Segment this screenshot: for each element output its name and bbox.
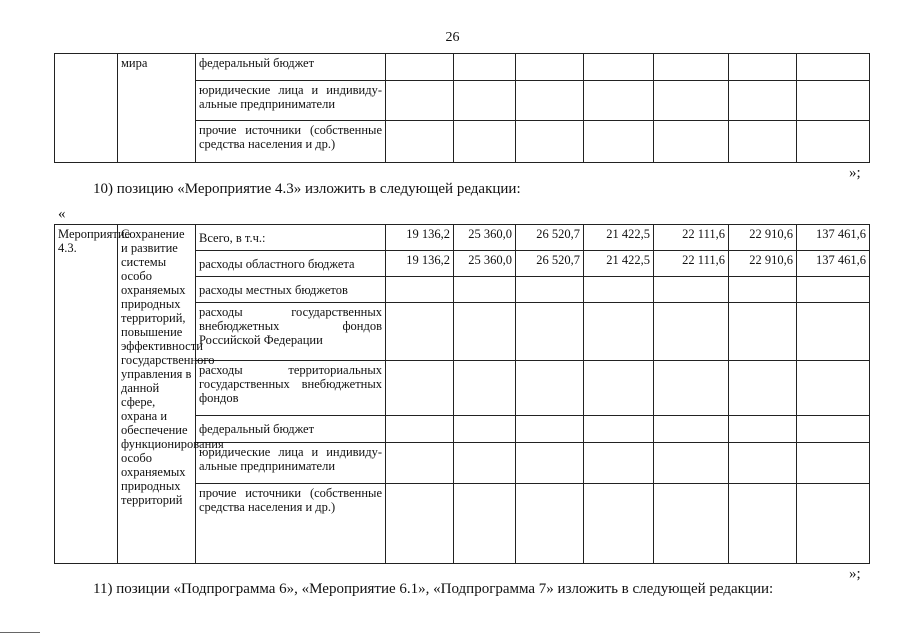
table-cell: [729, 303, 797, 361]
paragraph-11: 11) позиции «Подпрограмма 6», «Мероприятие 6.1», «Подпрограмма 7» изложить в следующей редакции:: [93, 581, 774, 597]
table-cell: [386, 81, 454, 121]
table-cell: [516, 54, 584, 81]
table-cell: 137 461,6: [797, 251, 870, 277]
top-source-federal: федеральный бюджет: [196, 54, 386, 81]
table-cell: [654, 484, 729, 564]
table-cell: [584, 361, 654, 416]
page-number: 26: [445, 30, 460, 45]
table-cell: [454, 443, 516, 484]
table-cell: [386, 484, 454, 564]
table-cell: [584, 443, 654, 484]
table-cell: [454, 416, 516, 443]
top-source-legal: юридические лица и индивиду-альные предприниматели: [196, 81, 386, 121]
table-cell: [654, 277, 729, 303]
table-cell: [386, 443, 454, 484]
table-cell: [584, 121, 654, 163]
table-cell: [654, 443, 729, 484]
table-cell: 25 360,0: [454, 225, 516, 251]
table-cell: [729, 121, 797, 163]
paragraph-10: 10) позицию «Мероприятие 4.3» изложить в следующей редакции:: [93, 181, 521, 197]
table-cell: [516, 443, 584, 484]
table-cell: [386, 121, 454, 163]
source-other: прочие источники (собственные средства населения и др.): [196, 484, 386, 564]
footer-rule: [0, 632, 40, 633]
table-cell: [454, 484, 516, 564]
table-cell: [516, 416, 584, 443]
table-cell: 22 111,6: [654, 251, 729, 277]
table-cell: [584, 303, 654, 361]
table-cell: [797, 54, 870, 81]
top-table: [54, 53, 870, 163]
source-legal-entities: юридические лица и индивиду-альные предприниматели: [196, 443, 386, 484]
opening-quote: «: [58, 206, 66, 222]
table-cell: 22 910,6: [729, 251, 797, 277]
activity-description-cell: Сохранение и развитие системы особо охраняемых природных территорий, повышение эффективности государственного управления в данной сфере, охрана и обеспечение функционирования особо охраняемых природных территорий: [118, 225, 196, 564]
table-cell: [386, 361, 454, 416]
table-cell: 21 422,5: [584, 225, 654, 251]
table-cell: [729, 484, 797, 564]
table-cell: [516, 361, 584, 416]
table-cell: [654, 303, 729, 361]
table-cell: [797, 416, 870, 443]
table-cell: [454, 54, 516, 81]
table-cell: [797, 303, 870, 361]
table-cell: [584, 81, 654, 121]
table-cell: 26 520,7: [516, 251, 584, 277]
table-cell: [729, 81, 797, 121]
table-cell: [386, 416, 454, 443]
table-cell: [584, 277, 654, 303]
table-cell: [386, 303, 454, 361]
table-cell: [516, 81, 584, 121]
source-local: расходы местных бюджетов: [196, 277, 386, 303]
table-cell: [797, 484, 870, 564]
table-cell: [654, 416, 729, 443]
table-cell: 26 520,7: [516, 225, 584, 251]
table-cell: 19 136,2: [386, 225, 454, 251]
table-cell: [516, 484, 584, 564]
table-cell: [584, 416, 654, 443]
table-cell: [797, 443, 870, 484]
table-cell: 137 461,6: [797, 225, 870, 251]
table-cell: 22 910,6: [729, 225, 797, 251]
source-total: Всего, в т.ч.:: [196, 225, 386, 251]
top-source-other: прочие источники (собственные средства населения и др.): [196, 121, 386, 163]
source-regional: расходы областного бюджета: [196, 251, 386, 277]
source-federal-funds: расходы государственных внебюджетных фондов Российской Федерации: [196, 303, 386, 361]
table-cell: [797, 361, 870, 416]
table-cell: [729, 443, 797, 484]
source-territorial-funds: расходы территориальных государственных внебюджетных фондов: [196, 361, 386, 416]
table-cell: [584, 54, 654, 81]
table-cell: [654, 361, 729, 416]
table-cell: [454, 361, 516, 416]
table-cell: [516, 303, 584, 361]
closing-quote: »;: [849, 566, 861, 582]
table-cell: [454, 303, 516, 361]
table-cell: [797, 277, 870, 303]
table-cell: [584, 484, 654, 564]
table-cell: [386, 277, 454, 303]
table-cell: 22 111,6: [654, 225, 729, 251]
table-cell: [386, 54, 454, 81]
table-cell: [729, 277, 797, 303]
table-cell: [797, 81, 870, 121]
top-col2-cell: мира: [118, 54, 196, 163]
table-cell: 21 422,5: [584, 251, 654, 277]
source-federal-budget: федеральный бюджет: [196, 416, 386, 443]
table-cell: [454, 277, 516, 303]
table-cell: [516, 277, 584, 303]
table-cell: 25 360,0: [454, 251, 516, 277]
closing-quote: »;: [849, 165, 861, 181]
table-cell: 19 136,2: [386, 251, 454, 277]
table-cell: [729, 416, 797, 443]
main-table: [54, 224, 870, 564]
top-col1-cell: [55, 54, 118, 163]
table-cell: [654, 121, 729, 163]
table-cell: [729, 54, 797, 81]
table-cell: [516, 121, 584, 163]
table-cell: [797, 121, 870, 163]
table-cell: [729, 361, 797, 416]
table-cell: [454, 121, 516, 163]
table-cell: [454, 81, 516, 121]
table-cell: [654, 81, 729, 121]
table-cell: [654, 54, 729, 81]
activity-number-cell: Мероприятие 4.3.: [55, 225, 118, 564]
